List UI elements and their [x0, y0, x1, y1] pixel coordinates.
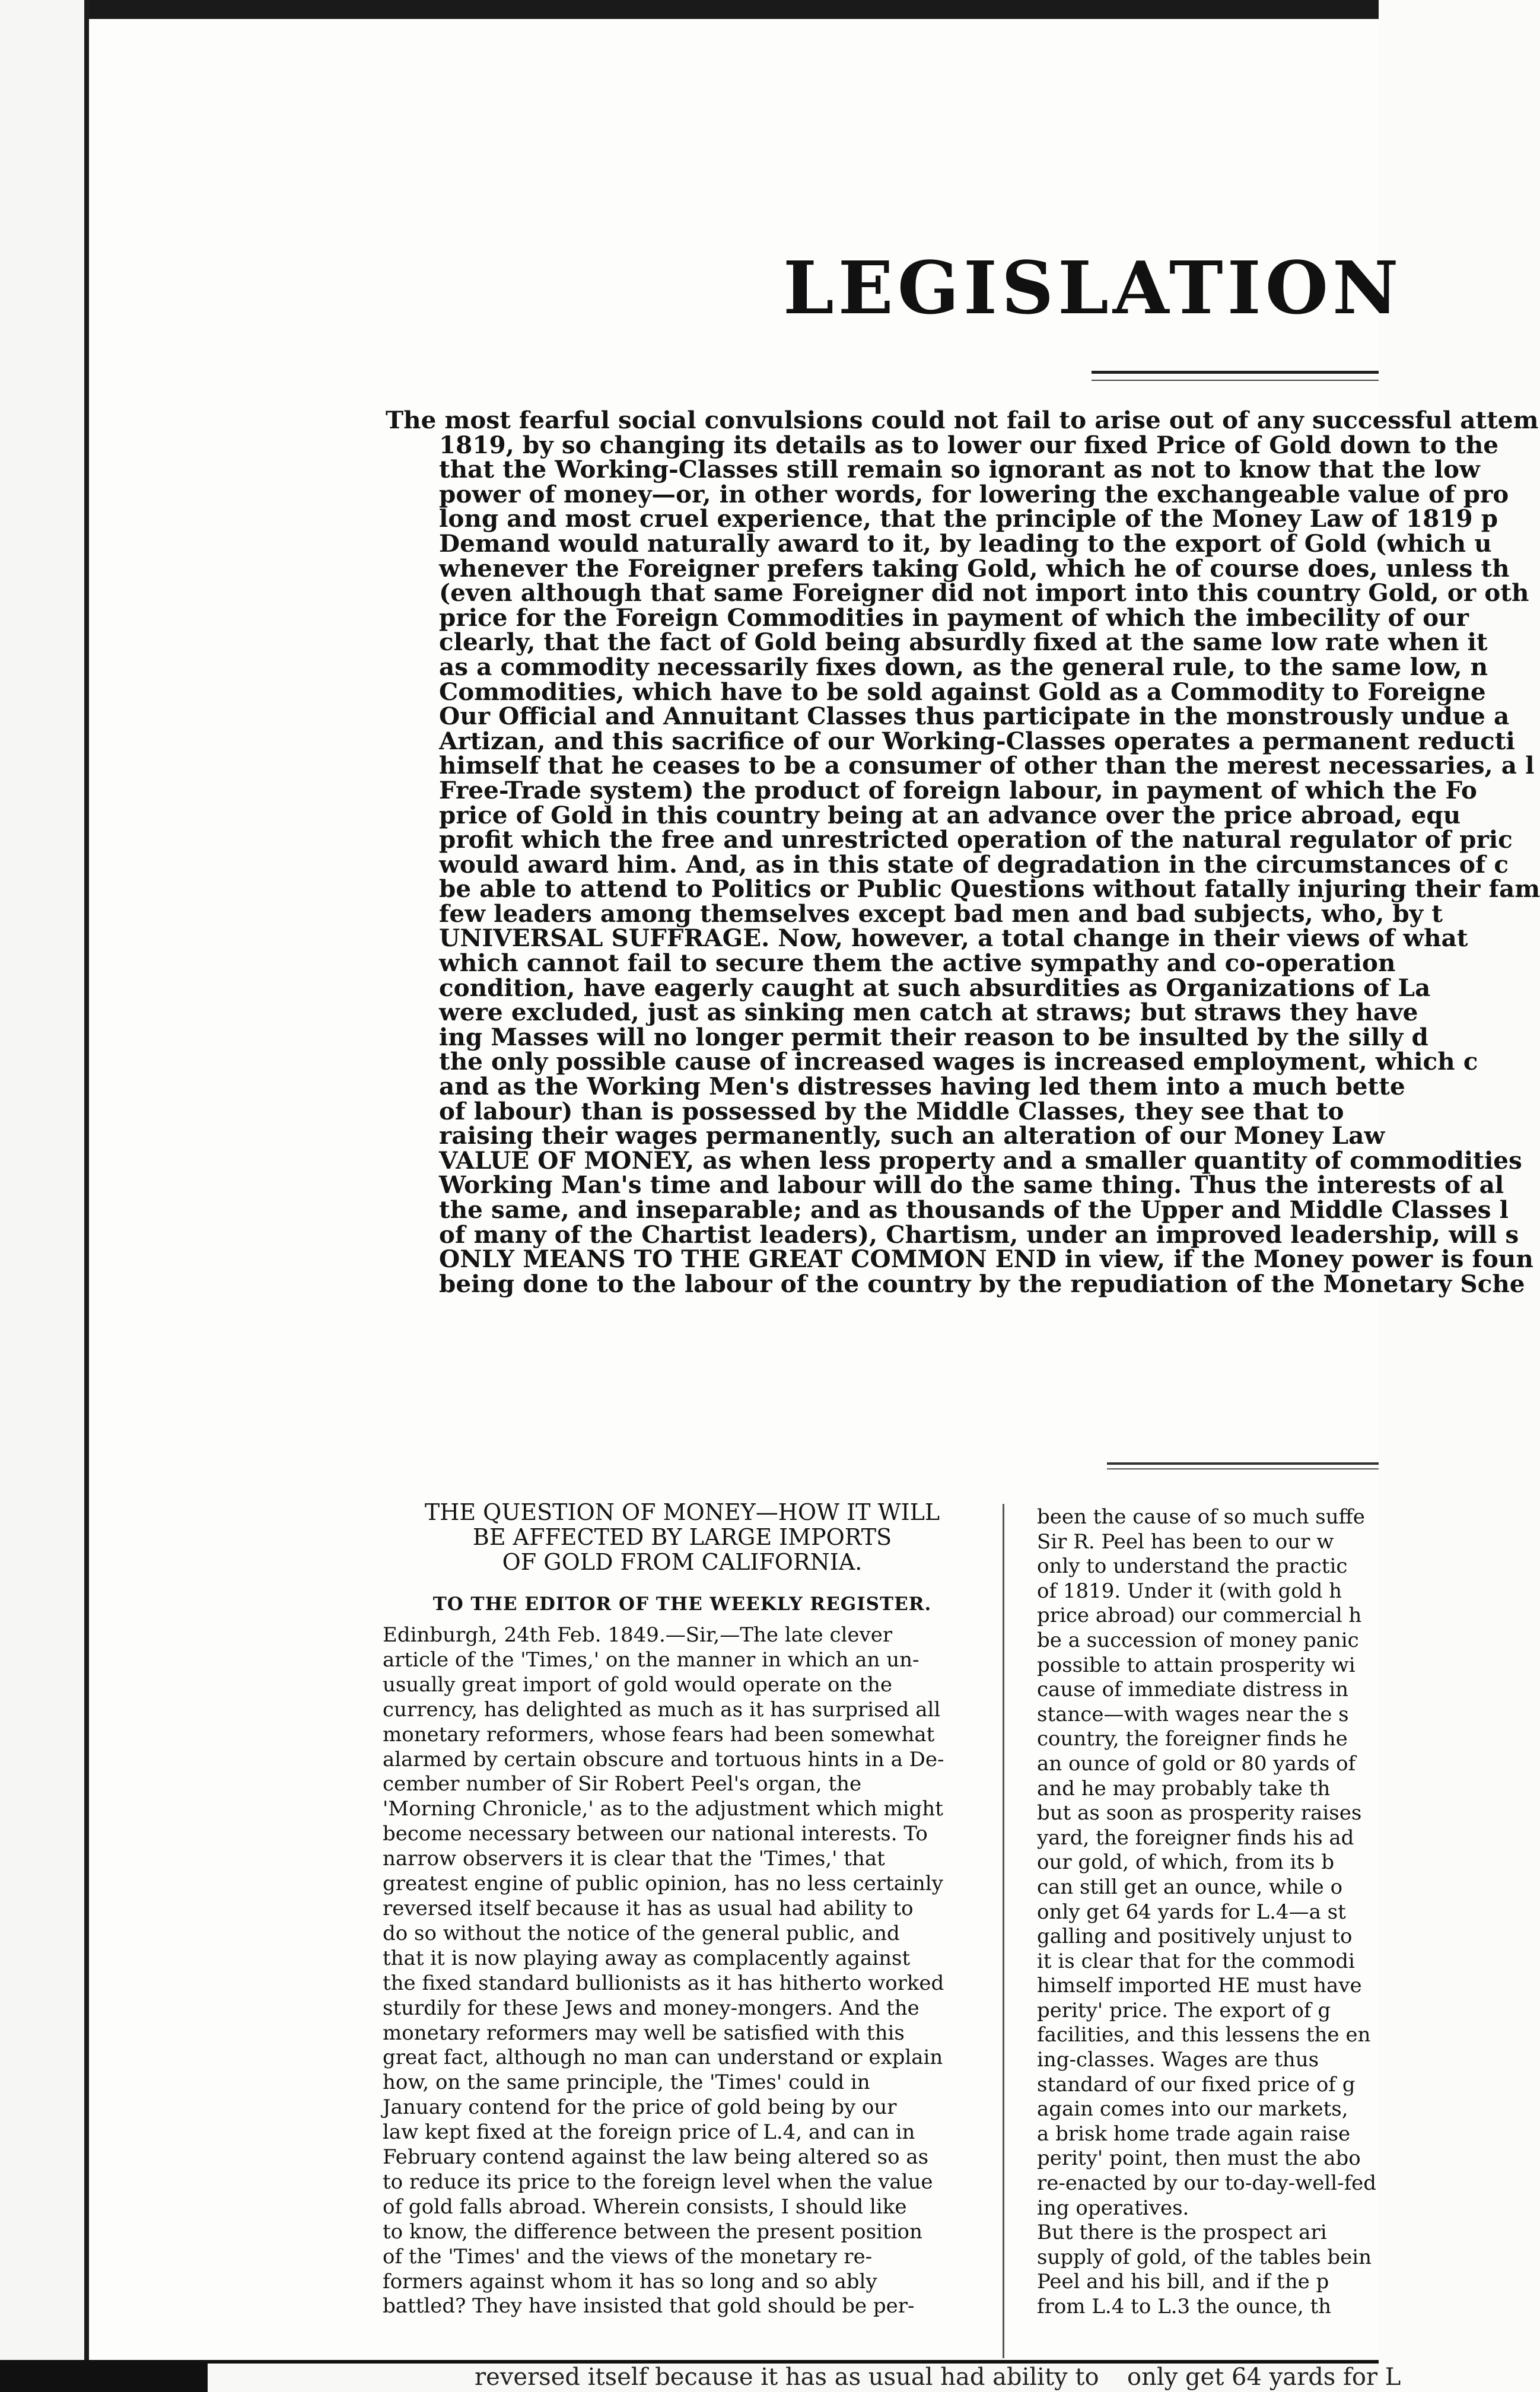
text-line: galling and positively unjust to	[1037, 1925, 1353, 1949]
text-line: power of money—or, in other words, for lowering the exchangeable value of pro	[439, 479, 1509, 508]
text-line: supply of gold, of the tables bein	[1037, 2245, 1372, 2269]
text-line: currency, has delighted as much as it has surprised all	[383, 1697, 941, 1722]
text-line: The most fearful social convulsions could not fail to arise out of any successful attem	[386, 406, 1539, 434]
text-line: ing operatives.	[1037, 2196, 1189, 2220]
text-line: Artizan, and this sacrifice of our Working-Classes operates a permanent reducti	[439, 726, 1515, 755]
text-line: do so without the notice of the general public, and	[383, 1921, 900, 1945]
text-line: that it is now playing away as complacently against	[383, 1946, 911, 1970]
text-line: possible to attain prosperity wi	[1037, 1653, 1356, 1677]
text-line: profit which the free and unrestricted operation of the natural regulator of pric	[439, 825, 1513, 854]
text-line: greatest engine of public opinion, has no less certainly	[383, 1872, 943, 1896]
text-line: sturdily for these Jews and money-mongers. And the	[383, 1996, 919, 2020]
text-line: as a commodity necessarily fixes down, as the general rule, to the same low, n	[439, 652, 1488, 681]
fragment-text-right: only get 64 yards for L	[1127, 2364, 1401, 2391]
text-line: the fixed standard bullionists as it has hitherto worked	[383, 1971, 944, 1995]
text-line: to reduce its price to the foreign level when the value	[383, 2170, 933, 2194]
text-line: reversed itself because it has as usual had ability to	[383, 1896, 914, 1920]
text-line: 1819, by so changing its details as to lower our fixed Price of Gold down to the	[439, 430, 1499, 459]
text-line: Our Official and Annuitant Classes thus participate in the monstrously undue a	[439, 702, 1510, 731]
text-line: country, the foreigner finds he	[1037, 1727, 1348, 1751]
text-line: an ounce of gold or 80 yards of	[1037, 1751, 1356, 1776]
text-line: Demand would naturally award to it, by leading to the export of Gold (which u	[439, 529, 1492, 558]
text-line: be a succession of money panic	[1037, 1628, 1359, 1652]
text-line: Edinburgh, 24th Feb. 1849.—Sir,—The late clever	[383, 1623, 893, 1647]
text-line: of 1819. Under it (with gold h	[1037, 1579, 1342, 1603]
section-rule	[1107, 1462, 1379, 1469]
text-line: from L.4 to L.3 the ounce, th	[1037, 2295, 1332, 2318]
text-line: great fact, although no man can understand or explain	[383, 2046, 943, 2070]
text-line: himself imported HE must have	[1037, 1974, 1362, 1998]
text-line: Free-Trade system) the product of foreign labour, in payment of which the Fo	[439, 775, 1477, 804]
page-title: LEGISLATION	[783, 245, 1403, 330]
text-line: VALUE OF MONEY, as when less property and a smaller quantity of commodities	[439, 1146, 1522, 1175]
text-line: alarmed by certain obscure and tortuous hints in a De-	[383, 1747, 944, 1771]
text-line: Working Man's time and labour will do the same thing. Thus the interests of al	[439, 1170, 1504, 1200]
text-line: standard of our fixed price of g	[1037, 2072, 1356, 2097]
text-line: of labour) than is possessed by the Middle Classes, they see that to	[439, 1096, 1344, 1125]
text-line: Commodities, which have to be sold against Gold as a Commodity to Foreigne	[439, 677, 1486, 706]
text-line: ing-classes. Wages are thus	[1037, 2048, 1319, 2072]
text-line: clearly, that the fact of Gold being absurdly fixed at the same low rate when it	[439, 628, 1488, 657]
article-right-column	[1037, 1505, 1379, 2320]
text-line: the same, and inseparable; and as thousands of the Upper and Middle Classes l	[439, 1195, 1509, 1224]
text-line: (even although that same Foreigner did not import into this country Gold, or oth	[439, 578, 1529, 607]
text-line: can still get an ounce, while o	[1037, 1875, 1343, 1899]
text-line: 'Morning Chronicle,' as to the adjustment which might	[383, 1797, 943, 1821]
margin-rule	[84, 0, 89, 2361]
text-line: which cannot fail to secure them the active sympathy and co-operation	[439, 949, 1396, 978]
text-line: how, on the same principle, the 'Times' could in	[383, 2070, 870, 2095]
text-line: law kept fixed at the foreign price of L.4, and can in	[383, 2120, 915, 2145]
text-line: and he may probably take th	[1037, 1776, 1331, 1801]
text-line: UNIVERSAL SUFFRAGE. Now, however, a total change in their views of what	[439, 924, 1468, 953]
fragment-text-left: reversed itself because it has as usual had ability to	[475, 2364, 1099, 2391]
scan-bottom-strip	[0, 2360, 1401, 2392]
text-line: of gold falls abroad. Wherein consists, I should like	[383, 2194, 907, 2219]
text-line: our gold, of which, from its b	[1037, 1850, 1335, 1875]
text-line: a brisk home trade again raise	[1037, 2121, 1351, 2146]
text-line: ONLY MEANS TO THE GREAT COMMON END in view, if the Money power is foun	[439, 1245, 1533, 1274]
text-line: January contend for the price of gold being by our	[383, 2095, 897, 2120]
text-line: himself that he ceases to be a consumer of other than the merest necessaries, a l	[439, 751, 1535, 780]
lead-paragraph	[386, 406, 1540, 1298]
text-line: But there is the prospect ari	[1037, 2221, 1327, 2245]
text-line: battled? They have insisted that gold should be per-	[383, 2294, 915, 2318]
text-line: perity' price. The export of g	[1037, 1998, 1331, 2022]
text-line: that the Working-Classes still remain so ignorant as not to know that the low	[439, 455, 1480, 484]
overlapping-page-fragment	[208, 2364, 1401, 2392]
text-line: February contend against the law being altered so as	[383, 2145, 929, 2170]
article-left-column	[383, 1500, 982, 2319]
text-line: perity' point, then must the abo	[1037, 2146, 1361, 2171]
text-line: and as the Working Men's distresses having led them into a much bette	[439, 1072, 1405, 1101]
text-line: raising their wages permanently, such an alteration of our Money Law	[439, 1121, 1385, 1150]
text-line: usually great import of gold would operate on the	[383, 1672, 893, 1697]
article-left-body	[383, 1623, 982, 2319]
text-line: of many of the Chartist leaders), Chartism, under an improved leadership, will s	[439, 1220, 1519, 1249]
text-line: become necessary between our national interests. To	[383, 1822, 928, 1846]
text-line: cause of immediate distress in	[1037, 1678, 1349, 1702]
text-line: ing Masses will no longer permit their reason to be insulted by the silly d	[439, 1022, 1428, 1051]
text-line: condition, have eagerly caught at such absurdities as Organizations of La	[439, 973, 1431, 1002]
text-line: would award him. And, as in this state of degradation in the circumstances of c	[439, 850, 1509, 879]
text-line: price of Gold in this country being at an advance over the price abroad, equ	[439, 800, 1461, 829]
text-line: facilities, and this lessens the en	[1037, 2023, 1371, 2047]
text-line: stance—with wages near the s	[1037, 1702, 1349, 1726]
column-divider	[1003, 1504, 1004, 2358]
text-line: but as soon as prosperity raises	[1037, 1801, 1362, 1825]
text-line: monetary reformers may well be satisfied with this	[383, 2021, 905, 2045]
text-line: narrow observers it is clear that the 'Times,' that	[383, 1847, 885, 1871]
text-line: again comes into our markets,	[1037, 2097, 1348, 2121]
text-line: formers against whom it has so long and so ably	[383, 2269, 877, 2294]
text-line: it is clear that for the commodi	[1037, 1949, 1355, 1973]
text-line: been the cause of so much suffe	[1037, 1505, 1365, 1529]
text-line: long and most cruel experience, that the principle of the Money Law of 1819 p	[439, 504, 1498, 533]
article-headline-line: THE QUESTION OF MONEY—HOW IT WILL	[424, 1499, 940, 1525]
text-line: Peel and his bill, and if the p	[1037, 2270, 1329, 2294]
text-line: only get 64 yards for L.4—a st	[1037, 1900, 1346, 1924]
text-line: be able to attend to Politics or Public Questions without fatally injuring their fam	[439, 874, 1540, 904]
text-line: to know, the difference between the present position	[383, 2219, 922, 2244]
title-rule	[1092, 371, 1379, 381]
text-line: only to understand the practic	[1037, 1554, 1348, 1579]
article-addressee: TO THE EDITOR OF THE WEEKLY REGISTER.	[432, 1593, 932, 1615]
scan-left-margin	[0, 0, 89, 2361]
text-line: monetary reformers, whose fears had been somewhat	[383, 1722, 935, 1747]
scan-top-border	[0, 0, 1379, 19]
text-line: few leaders among themselves except bad men and bad subjects, who, by t	[439, 899, 1443, 928]
text-line: of the 'Times' and the views of the monetary re-	[383, 2244, 873, 2269]
text-line: yard, the foreigner finds his ad	[1037, 1825, 1354, 1850]
text-line: being done to the labour of the country by the repudiation of the Monetary Sche	[439, 1269, 1525, 1298]
article-headline-line: OF GOLD FROM CALIFORNIA.	[502, 1549, 863, 1575]
text-line: article of the 'Times,' on the manner in which an un-	[383, 1647, 919, 1672]
text-line: price for the Foreign Commodities in payment of which the imbecility of our	[439, 603, 1469, 632]
text-line: re-enacted by our to-day-well-fed	[1037, 2171, 1377, 2196]
text-line: cember number of Sir Robert Peel's organ, the	[383, 1772, 862, 1796]
article-headline-line: BE AFFECTED BY LARGE IMPORTS	[472, 1524, 892, 1550]
text-line: whenever the Foreigner prefers taking Gold, which he of course does, unless th	[439, 554, 1510, 583]
text-line: the only possible cause of increased wages is increased employment, which c	[439, 1047, 1478, 1076]
text-line: price abroad) our commercial h	[1037, 1604, 1362, 1628]
text-line: were excluded, just as sinking men catch at straws; but straws they have	[439, 998, 1418, 1027]
text-line: Sir R. Peel has been to our w	[1037, 1529, 1334, 1554]
